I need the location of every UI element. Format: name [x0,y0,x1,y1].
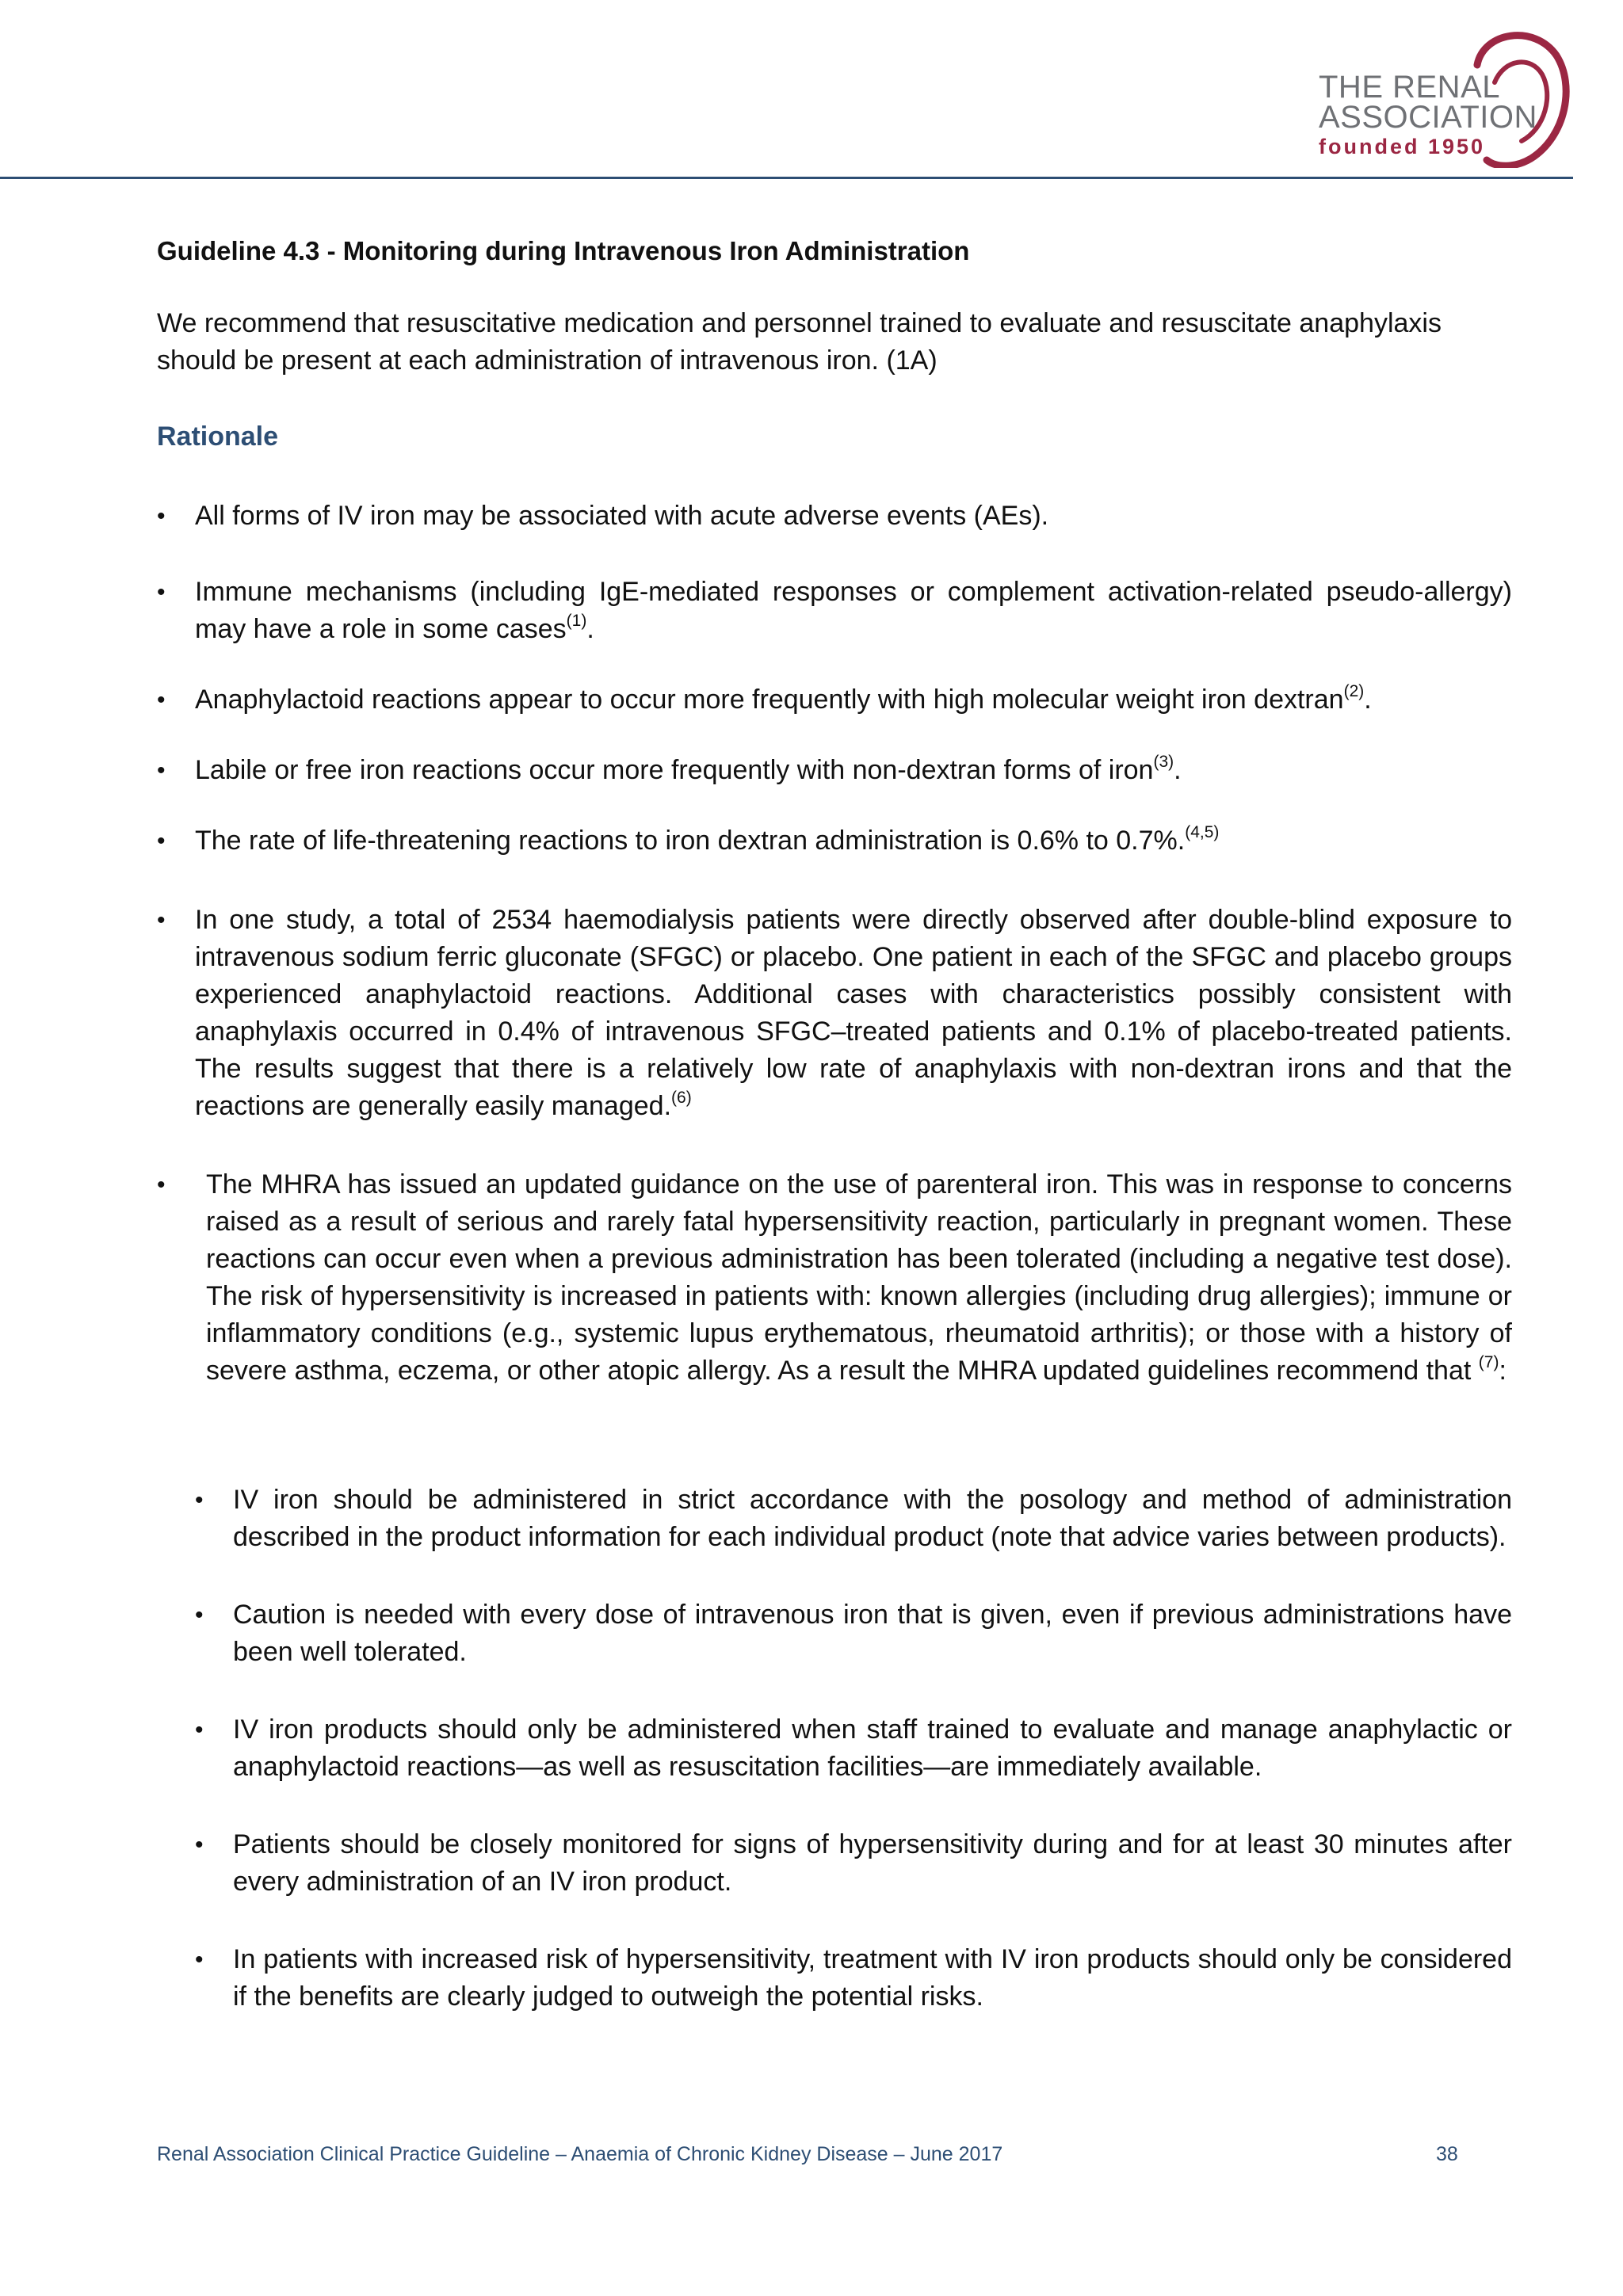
bullet-icon: • [195,1947,204,1973]
bullet-icon: • [195,1602,204,1628]
bullet-icon: • [157,503,166,529]
logo-line-1: THE RENAL [1319,70,1500,105]
bullet-icon: • [195,1717,204,1743]
list-item [157,822,1512,860]
list-item-text: IV iron should be administered in strict accordance with the posology and method of administration described in the product information for each individual product (note that advice varies between products). [233,1485,1512,1552]
list-item [157,681,1512,719]
list-item-text: IV iron products should only be administered when staff trained to evaluate and manage anaphylactic or anaphylactoid reactions—as well as resuscitation facilities—are immediately available. [233,1714,1512,1782]
list-item-text: The MHRA has issued an updated guidance on the use of parenteral iron. This was in response to concerns raised as a result of serious and rarely fatal hypersensitivity reaction, particularly in pregnant women. These reactions can occur even when a previous administration has been tolerated (including a negative test dose). The risk of hypersensitivity is increased in patients with: known allergies (including drug allergies); immune or inflammatory conditions (e.g., systemic lupus erythematous, rheumatoid arthritis); or those with a history of severe asthma, eczema, or other atopic allergy. As a result the MHRA updated guidelines recommend that [206,1169,1512,1386]
list-item [157,902,1512,1125]
list-item [157,574,1512,648]
list-item-text: In patients with increased risk of hypersensitivity, treatment with IV iron products should only be considered if the benefits are clearly judged to outweigh the potential risks. [233,1944,1512,2012]
list-item [195,1941,1512,2016]
citation: (6) [671,1089,692,1107]
list-item-tail: . [586,614,594,644]
list-item-text: The rate of life-threatening reactions to iron dextran administration is 0.6% to 0.7%. [195,826,1186,856]
list-item [157,1166,1512,1390]
logo-line-2: ASSOCIATION [1319,100,1537,135]
list-item-text: Labile or free iron reactions occur more frequently with non-dextran forms of iron [195,755,1154,785]
list-item-text: In one study, a total of 2534 haemodialysis patients were directly observed after double-blind exposure to intravenous sodium ferric gluconate (SFGC) or placebo. One patient in each of the SFGC and placebo groups experienced anaphylactoid reactions. Additional cases with characteristics possibly consistent with anaphylaxis occurred in 0.4% of intravenous SFGC–treated patients and 0.1% of placebo-treated patients. The results suggest that there is a relatively low rate of anaphylaxis with non-dextran irons and that the reactions are generally easily managed. [195,905,1512,1121]
citation: (4,5) [1185,823,1220,841]
page-number: 38 [1436,2143,1458,2165]
guideline-heading: Guideline 4.3 - Monitoring during Intravenous Iron Administration [157,236,970,265]
footer-title: Renal Association Clinical Practice Guideline – Anaemia of Chronic Kidney Disease – June 2017 [157,2143,1003,2165]
list-item-text: Patients should be closely monitored for signs of hypersensitivity during and for at least 30 minutes after every administration of an IV iron product. [233,1829,1512,1897]
mhra-recommendation-list [195,1482,1512,2016]
list-item-text: Immune mechanisms (including IgE-mediated responses or complement activation-related pseudo-allergy) may have a role in some cases [195,577,1512,644]
list-item-tail: : [1499,1356,1507,1386]
rationale-title: Rationale [157,421,279,452]
bullet-icon: • [157,687,166,713]
bullet-icon: • [157,1172,166,1198]
header-divider [0,177,1573,179]
bullet-icon: • [195,1487,204,1513]
renal-association-logo [1308,17,1577,168]
list-item [157,498,1512,535]
list-item [195,1711,1512,1786]
bullet-icon: • [195,1832,204,1858]
bullet-icon: • [157,579,166,605]
citation: (7) [1478,1353,1499,1371]
logo-line-3: founded 1950 [1319,135,1486,158]
rationale-bullet-list [157,498,1512,1390]
list-item-tail: . [1364,685,1372,715]
citation: (2) [1343,682,1365,700]
recommendation-paragraph: We recommend that resuscitative medication and personnel trained to evaluate and resuscitate anaphylaxis should be present at each administration of intravenous iron. (1A) [157,308,1442,376]
list-item-tail: . [1174,755,1182,785]
list-item-text: Caution is needed with every dose of intravenous iron that is given, even if previous administrations have been well tolerated. [233,1600,1512,1667]
bullet-icon: • [157,828,166,854]
bullet-icon: • [157,907,166,933]
bullet-icon: • [157,757,166,784]
list-item [195,1596,1512,1671]
citation: (1) [566,612,587,630]
citation: (3) [1153,753,1174,771]
list-item-text: Anaphylactoid reactions appear to occur more frequently with high molecular weight iron dextran [195,685,1344,715]
list-item [157,752,1512,789]
list-item-text: All forms of IV iron may be associated with acute adverse events (AEs). [195,501,1049,531]
list-item [195,1826,1512,1901]
list-item [195,1482,1512,1556]
